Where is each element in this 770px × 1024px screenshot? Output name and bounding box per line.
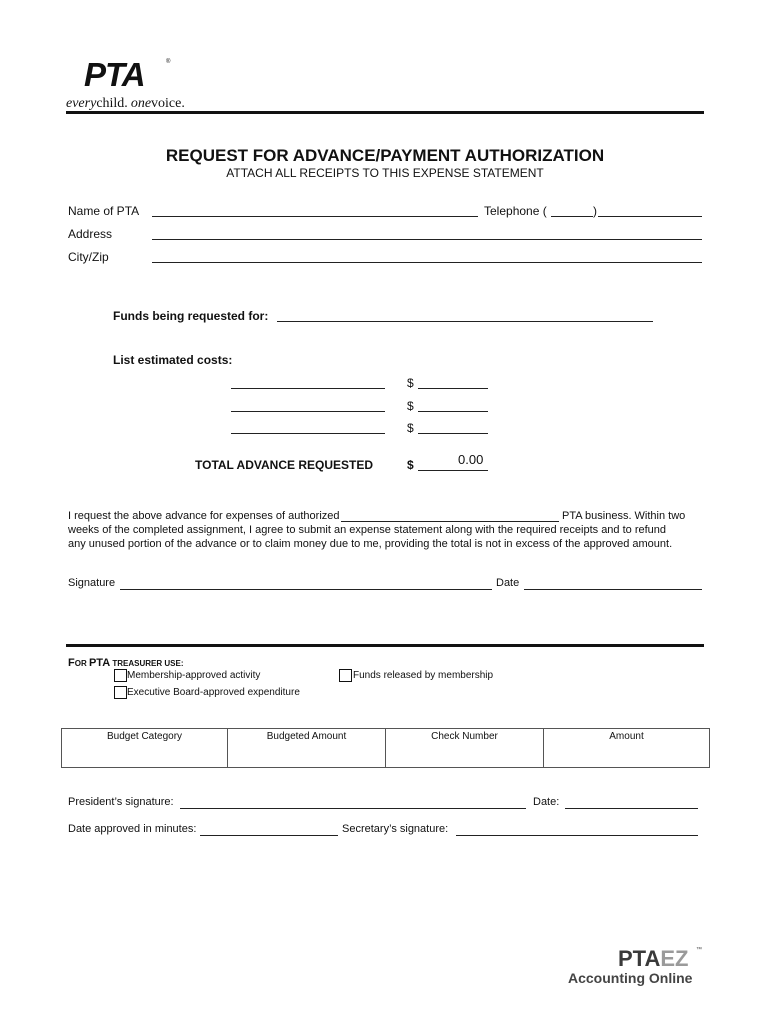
header-rule [66, 111, 704, 114]
telephone-area-code-field[interactable] [551, 216, 593, 217]
total-dollar-sign: $ [407, 458, 414, 472]
name-of-pta-field[interactable] [152, 216, 478, 217]
total-advance-label: TOTAL ADVANCE REQUESTED [195, 458, 374, 472]
cost-description-field-3[interactable] [231, 433, 385, 434]
tagline-child: child. [96, 96, 128, 111]
address-label: Address [68, 227, 113, 241]
total-advance-underline [418, 470, 488, 471]
statement-line-2: weeks of the completed assignment, I agree to submit an expense statement along with the required receipts and to refund [68, 524, 667, 536]
cost-amount-field-1[interactable] [418, 388, 488, 389]
total-advance-value[interactable]: 0.00 [458, 452, 484, 467]
funds-requested-field[interactable] [277, 321, 653, 322]
heading-f: F [68, 657, 75, 669]
dollar-sign-2: $ [407, 399, 414, 413]
executive-board-checkbox[interactable] [114, 686, 127, 699]
check-number-header: Check Number [386, 728, 544, 768]
secretary-signature-label: Secretary’s signature: [342, 823, 449, 835]
membership-approved-label: Membership-approved activity [127, 670, 261, 681]
cost-amount-field-3[interactable] [418, 433, 488, 434]
secretary-signature-field[interactable] [456, 835, 698, 836]
ptaez-logo [560, 946, 710, 992]
ptaez-trademark: ™ [696, 947, 702, 953]
heading-pta: PTA [88, 657, 111, 669]
cost-description-field-1[interactable] [231, 388, 385, 389]
president-signature-label: President’s signature: [68, 796, 174, 808]
tagline-every: every [66, 96, 97, 111]
pta-logo-mark: PTA [84, 56, 145, 93]
telephone-number-field[interactable] [598, 216, 702, 217]
president-date-field[interactable] [565, 808, 698, 809]
trademark-symbol: ® [166, 59, 171, 65]
funds-requested-label: Funds being requested for: [113, 309, 269, 323]
address-field[interactable] [152, 239, 702, 240]
cost-description-field-2[interactable] [231, 411, 385, 412]
dollar-sign-3: $ [407, 421, 414, 435]
statement-line-1b: PTA business. Within two [562, 510, 686, 522]
logo-tagline [66, 96, 185, 112]
ptaez-pta: PTA [618, 946, 661, 971]
city-zip-field[interactable] [152, 262, 702, 263]
tagline-one: one [130, 96, 152, 111]
signature-label: Signature [68, 577, 116, 589]
president-date-label: Date: [533, 796, 560, 808]
statement-line-1a: I request the above advance for expenses of authorized [68, 510, 340, 522]
membership-approved-checkbox[interactable] [114, 669, 127, 682]
telephone-close-paren: ) [593, 204, 597, 218]
tagline-voice: voice. [151, 96, 185, 111]
name-of-pta-label: Name of PTA [68, 204, 140, 218]
funds-released-checkbox[interactable] [339, 669, 352, 682]
estimated-costs-label: List estimated costs: [113, 353, 233, 367]
treasurer-rule [66, 644, 704, 647]
amount-header: Amount [609, 731, 644, 742]
budget-category-header: Budget Category [62, 728, 228, 768]
cost-amount-field-2[interactable] [418, 411, 488, 412]
executive-board-label: Executive Board-approved expenditure [127, 687, 300, 698]
form-subtitle: ATTACH ALL RECEIPTS TO THIS EXPENSE STATEMENT [226, 166, 544, 180]
city-zip-label: City/Zip [68, 250, 109, 264]
date-approved-minutes-field[interactable] [200, 835, 338, 836]
heading-or: OR [74, 659, 89, 668]
date-field[interactable] [524, 589, 702, 590]
ptaez-mark [618, 946, 689, 972]
president-signature-field[interactable] [180, 808, 526, 809]
ptaez-ez: EZ [660, 946, 689, 971]
accounting-online-label: Accounting Online [568, 970, 693, 986]
date-approved-minutes-label: Date approved in minutes: [68, 823, 197, 835]
budgeted-amount-header: Budgeted Amount [228, 728, 386, 768]
pta-logo [66, 56, 196, 116]
date-label: Date [496, 577, 520, 589]
dollar-sign-1: $ [407, 376, 414, 390]
funds-released-label: Funds released by membership [353, 670, 494, 681]
authorized-pta-field[interactable] [341, 521, 559, 522]
statement-line-3: any unused portion of the advance or to claim money due to me, providing the total is not in excess of the approved amount. [68, 538, 673, 550]
heading-rest: TREASURER USE: [110, 659, 184, 668]
form-title: REQUEST FOR ADVANCE/PAYMENT AUTHORIZATION [165, 146, 605, 165]
telephone-label: Telephone ( [484, 204, 547, 218]
signature-field[interactable] [120, 589, 492, 590]
